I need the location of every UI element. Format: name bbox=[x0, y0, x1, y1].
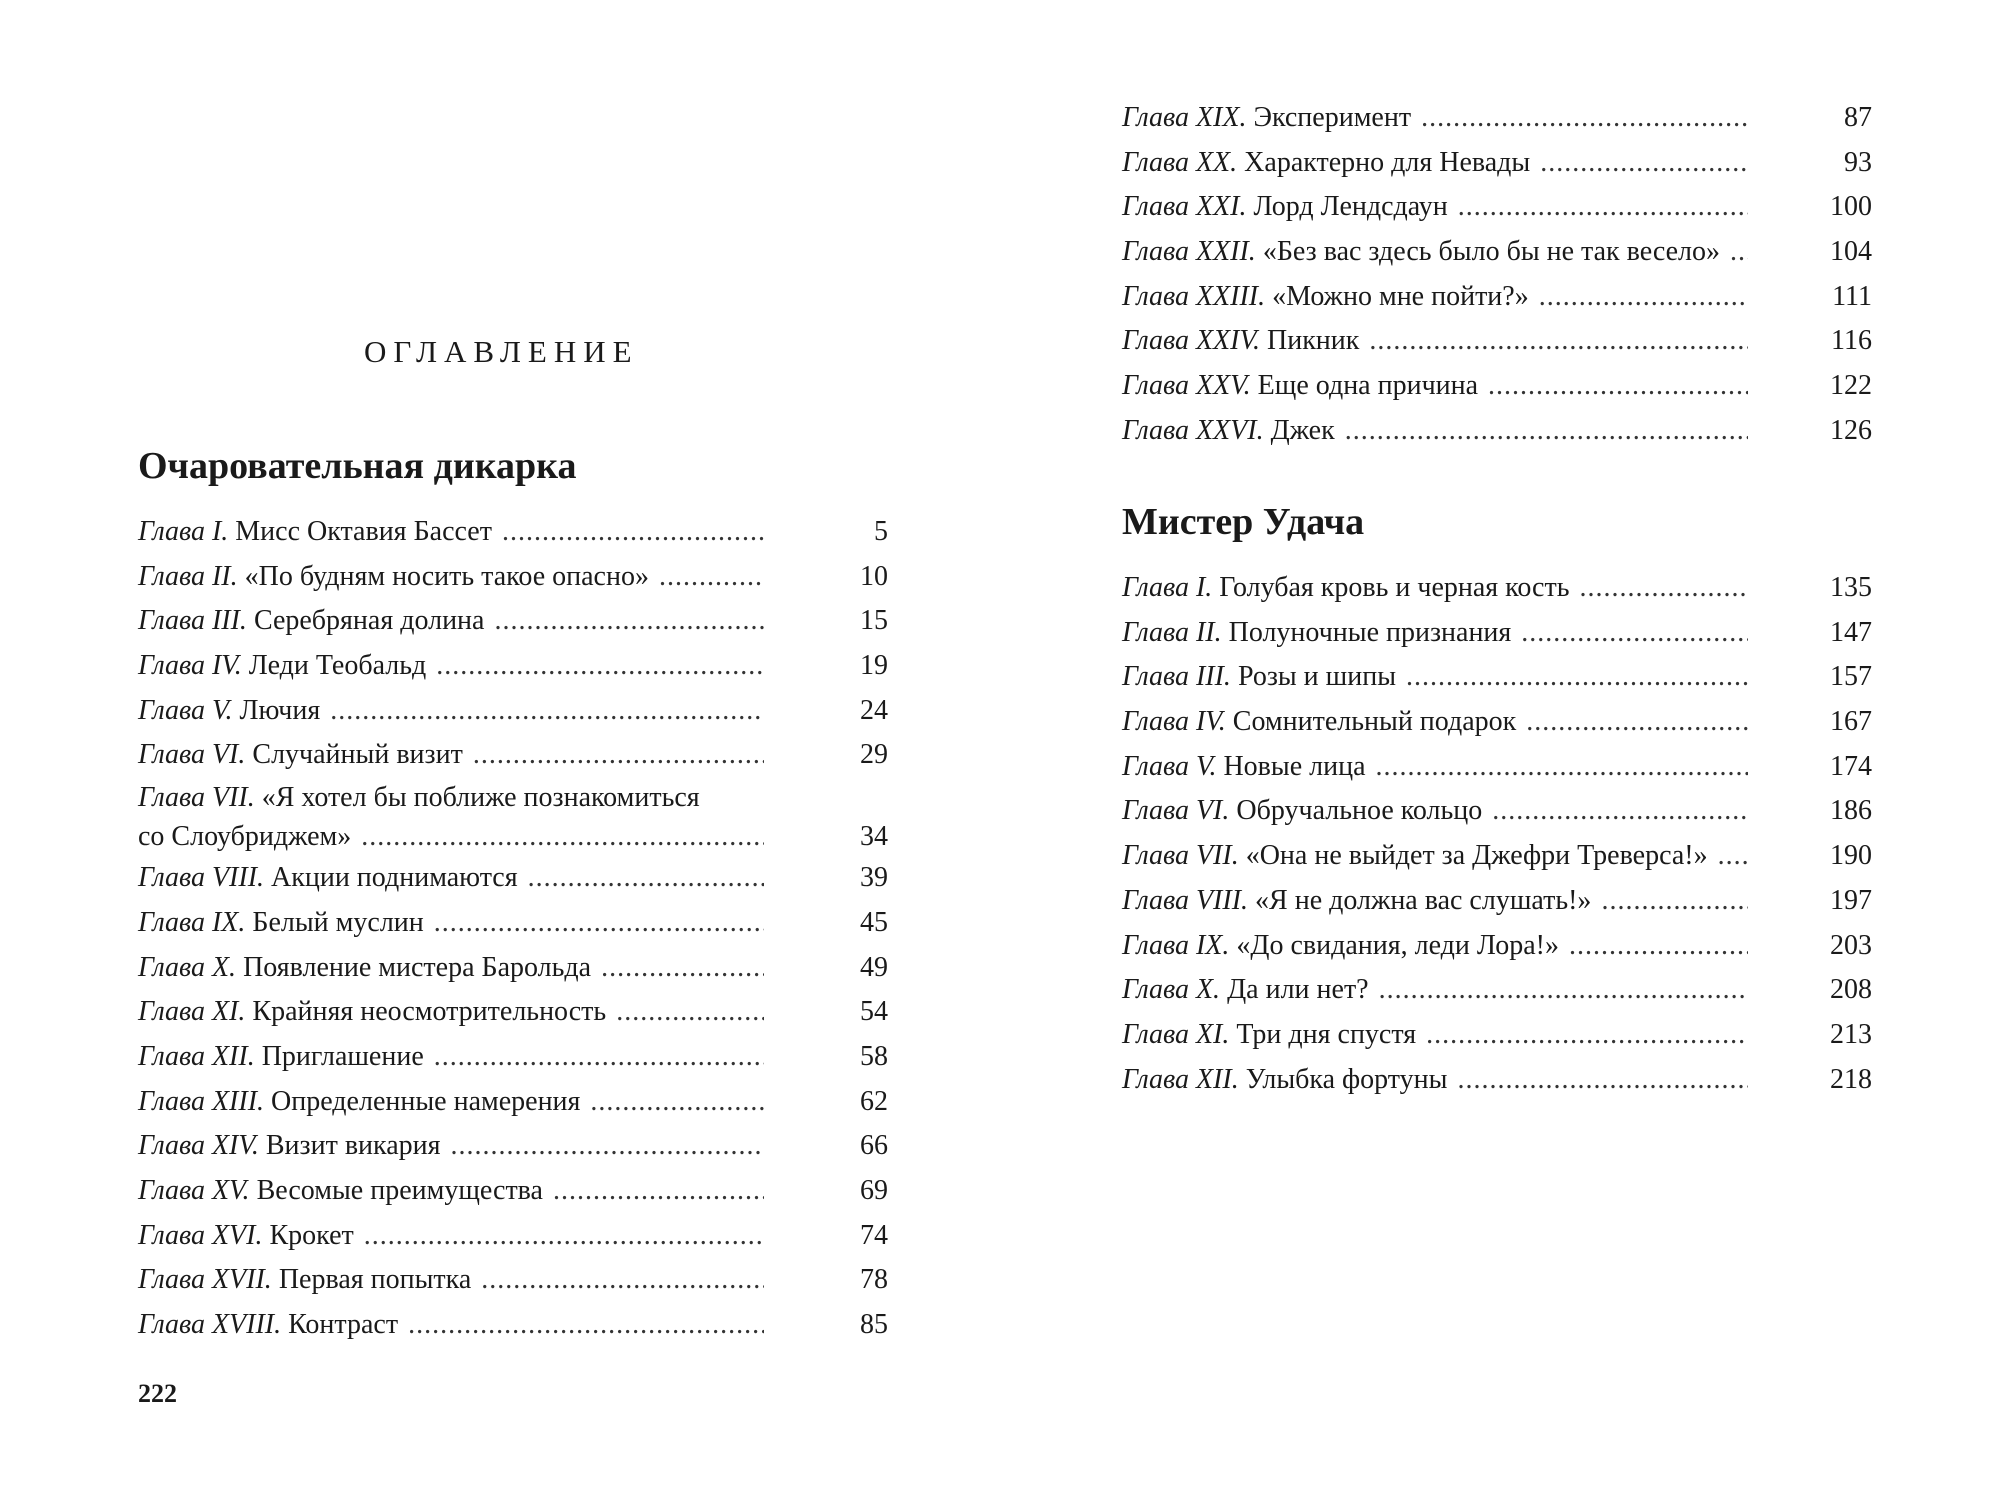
chapter-page-number: 29 bbox=[860, 739, 888, 771]
chapter-page-number: 34 bbox=[860, 821, 888, 853]
toc-entry[interactable] bbox=[138, 990, 888, 1035]
dot-leader bbox=[1426, 1013, 1748, 1058]
dot-leader bbox=[1718, 834, 1748, 879]
dot-leader bbox=[436, 644, 764, 689]
dot-leader bbox=[1345, 409, 1748, 454]
chapter-page-number: 111 bbox=[1832, 280, 1872, 312]
chapter-page-number: 116 bbox=[1831, 325, 1872, 357]
chapter-label: Глава I. bbox=[1122, 572, 1213, 603]
toc-entry[interactable] bbox=[1122, 96, 1872, 141]
chapter-title: Эксперимент bbox=[1253, 102, 1412, 133]
dot-leader bbox=[330, 689, 764, 734]
dot-leader bbox=[481, 1258, 764, 1303]
chapter-title: Еще одна причина bbox=[1257, 370, 1479, 402]
toc-title: ОГЛАВЛЕНИЕ bbox=[364, 334, 639, 369]
toc-entry[interactable] bbox=[1122, 364, 1872, 409]
chapter-page-number: 62 bbox=[860, 1085, 888, 1117]
chapter-page-number: 85 bbox=[860, 1309, 888, 1340]
toc-entry[interactable] bbox=[1122, 924, 1872, 969]
chapter-page-number: 87 bbox=[1844, 102, 1872, 133]
chapter-title: «Она не выйдет за Джефри Треверса!» bbox=[1245, 840, 1708, 872]
dot-leader bbox=[364, 1214, 764, 1259]
chapter-title: Полуночные признания bbox=[1228, 616, 1512, 648]
toc-entry[interactable] bbox=[1122, 655, 1872, 700]
chapter-label: Глава VI. bbox=[1122, 795, 1230, 827]
toc-entry[interactable] bbox=[138, 778, 888, 856]
toc-entry-first-line bbox=[138, 778, 888, 818]
dot-leader bbox=[590, 1080, 764, 1125]
toc-entry[interactable] bbox=[138, 1214, 888, 1259]
chapter-title: Три дня спустя bbox=[1236, 1018, 1417, 1050]
chapter-label: Глава XX. bbox=[1122, 146, 1238, 178]
dot-leader bbox=[434, 901, 764, 946]
dot-leader bbox=[434, 1035, 764, 1080]
chapter-page-number: 197 bbox=[1830, 884, 1872, 916]
chapter-title: Визит викария bbox=[265, 1130, 441, 1162]
dot-leader bbox=[601, 946, 764, 991]
chapter-page-number: 167 bbox=[1830, 706, 1872, 738]
chapter-label: Глава XIV. bbox=[138, 1130, 259, 1162]
chapter-page-number: 45 bbox=[860, 906, 888, 938]
chapter-page-number: 49 bbox=[860, 951, 888, 983]
chapter-label: Глава VIII. bbox=[138, 862, 265, 894]
chapter-title: «До свидания, леди Лора!» bbox=[1236, 929, 1559, 961]
chapter-title: Голубая кровь и черная кость bbox=[1219, 572, 1570, 603]
chapter-title: Случайный визит bbox=[252, 739, 463, 771]
chapter-title: Джек bbox=[1270, 414, 1335, 446]
chapter-label: Глава XXII. bbox=[1122, 236, 1256, 268]
chapter-label: Глава XVII. bbox=[138, 1264, 272, 1296]
chapter-title: Крокет bbox=[269, 1219, 354, 1251]
chapter-title: «Я не должна вас слушать!» bbox=[1255, 884, 1592, 916]
dot-leader bbox=[553, 1169, 764, 1214]
chapter-label: Глава II. bbox=[138, 560, 238, 592]
chapter-page-number: 78 bbox=[860, 1264, 888, 1296]
chapter-label: Глава X. bbox=[1122, 974, 1221, 1006]
dot-leader bbox=[1458, 185, 1748, 230]
toc-entry[interactable] bbox=[1122, 409, 1872, 454]
toc-list-section-1-continued bbox=[1122, 96, 1872, 454]
chapter-title: Первая попытка bbox=[278, 1264, 472, 1296]
chapter-title: Лючия bbox=[239, 694, 321, 726]
chapter-page-number: 15 bbox=[860, 605, 888, 637]
chapter-page-number: 218 bbox=[1830, 1063, 1872, 1095]
toc-entry[interactable] bbox=[1122, 566, 1872, 611]
toc-entry[interactable] bbox=[138, 599, 888, 644]
dot-leader bbox=[1457, 1058, 1748, 1103]
chapter-label: Глава XXVI. bbox=[1122, 414, 1264, 446]
toc-entry-second-line bbox=[138, 818, 888, 856]
chapter-title: Весомые преимущества bbox=[256, 1174, 543, 1206]
chapter-page-number: 10 bbox=[860, 560, 888, 592]
chapter-label: Глава XXV. bbox=[1122, 370, 1251, 402]
chapter-title: Пикник bbox=[1266, 325, 1360, 357]
chapter-page-number: 157 bbox=[1830, 661, 1872, 693]
toc-entry[interactable] bbox=[1122, 275, 1872, 320]
chapter-label: Глава VII. bbox=[138, 782, 255, 814]
chapter-label: Глава XVI. bbox=[138, 1219, 263, 1251]
dot-leader bbox=[1730, 230, 1748, 275]
chapter-page-number: 100 bbox=[1830, 191, 1872, 223]
chapter-page-number: 74 bbox=[860, 1219, 888, 1251]
section-heading-mister-udacha: Мистер Удача bbox=[1122, 501, 1365, 543]
chapter-label: Глава IV. bbox=[1122, 706, 1226, 738]
toc-entry[interactable] bbox=[138, 1080, 888, 1125]
dot-leader bbox=[1601, 879, 1748, 924]
chapter-title: Леди Теобальд bbox=[248, 650, 427, 682]
dot-leader bbox=[1379, 968, 1748, 1013]
chapter-label: Глава III. bbox=[1122, 661, 1231, 693]
chapter-title: «Можно мне пойти?» bbox=[1272, 280, 1529, 312]
chapter-label: Глава XI. bbox=[1122, 1018, 1230, 1050]
toc-entry[interactable] bbox=[1122, 968, 1872, 1013]
chapter-page-number: 93 bbox=[1844, 146, 1872, 178]
chapter-title: Улыбка фортуны bbox=[1245, 1063, 1448, 1095]
toc-entry[interactable] bbox=[138, 644, 888, 689]
chapter-label: Глава XXI. bbox=[1122, 191, 1247, 223]
toc-entry[interactable] bbox=[138, 1035, 888, 1080]
toc-list-section-2 bbox=[1122, 566, 1872, 1102]
toc-entry[interactable] bbox=[1122, 319, 1872, 364]
toc-entry[interactable] bbox=[1122, 834, 1872, 879]
chapter-title: Крайняя неосмотрительность bbox=[252, 996, 607, 1028]
dot-leader bbox=[1539, 275, 1748, 320]
toc-entry[interactable] bbox=[138, 555, 888, 600]
chapter-title: Характерно для Невады bbox=[1244, 146, 1531, 178]
toc-entry[interactable] bbox=[1122, 185, 1872, 230]
chapter-label: Глава VII. bbox=[1122, 840, 1239, 872]
chapter-title: Контраст bbox=[288, 1309, 399, 1340]
toc-entry[interactable] bbox=[138, 946, 888, 991]
chapter-page-number: 147 bbox=[1830, 616, 1872, 648]
chapter-title-continued: со Слоубриджем» bbox=[138, 821, 352, 853]
chapter-label: Глава III. bbox=[138, 605, 247, 637]
dot-leader bbox=[1369, 319, 1748, 364]
dot-leader bbox=[1580, 566, 1749, 611]
toc-entry[interactable] bbox=[138, 856, 888, 901]
chapter-page-number: 135 bbox=[1830, 572, 1872, 603]
toc-entry[interactable] bbox=[138, 689, 888, 734]
chapter-title: Лорд Лендсдаун bbox=[1253, 191, 1448, 223]
chapter-title: «Я хотел бы поближе познакомиться bbox=[261, 782, 700, 814]
dot-leader bbox=[1406, 655, 1748, 700]
chapter-title: Да или нет? bbox=[1227, 974, 1369, 1006]
dot-leader bbox=[361, 818, 764, 856]
chapter-label: Глава XVIII. bbox=[138, 1309, 282, 1340]
dot-leader bbox=[1526, 700, 1748, 745]
chapter-label: Глава XIX. bbox=[1122, 102, 1247, 133]
chapter-page-number: 58 bbox=[860, 1040, 888, 1072]
chapter-title: Определенные намерения bbox=[271, 1085, 581, 1117]
dot-leader bbox=[1492, 789, 1748, 834]
toc-entry[interactable] bbox=[1122, 141, 1872, 186]
dot-leader bbox=[408, 1303, 764, 1348]
chapter-label: Глава V. bbox=[1122, 750, 1217, 782]
dot-leader bbox=[473, 733, 764, 778]
toc-entry[interactable] bbox=[1122, 1058, 1872, 1103]
chapter-title: Новые лица bbox=[1223, 750, 1366, 782]
dot-leader bbox=[1569, 924, 1748, 969]
toc-entry[interactable] bbox=[138, 1124, 888, 1169]
dot-leader bbox=[451, 1124, 765, 1169]
chapter-page-number: 122 bbox=[1830, 370, 1872, 402]
toc-entry[interactable] bbox=[1122, 230, 1872, 275]
chapter-label: Глава I. bbox=[138, 516, 229, 547]
chapter-title: «Без вас здесь было бы не так весело» bbox=[1262, 236, 1721, 268]
chapter-label: Глава XV. bbox=[138, 1174, 250, 1206]
chapter-label: Глава IX. bbox=[1122, 929, 1230, 961]
toc-list-section-1 bbox=[138, 510, 888, 1348]
dot-leader bbox=[494, 599, 764, 644]
chapter-page-number: 208 bbox=[1830, 974, 1872, 1006]
toc-entry[interactable] bbox=[1122, 700, 1872, 745]
chapter-page-number: 203 bbox=[1830, 929, 1872, 961]
dot-leader bbox=[1540, 141, 1748, 186]
chapter-title: Розы и шипы bbox=[1237, 661, 1397, 693]
chapter-page-number: 104 bbox=[1830, 236, 1872, 268]
chapter-page-number: 126 bbox=[1830, 414, 1872, 446]
chapter-label: Глава X. bbox=[138, 951, 237, 983]
dot-leader bbox=[1376, 745, 1748, 790]
chapter-page-number: 213 bbox=[1830, 1018, 1872, 1050]
chapter-label: Глава XXIII. bbox=[1122, 280, 1266, 312]
toc-entry[interactable] bbox=[1122, 745, 1872, 790]
chapter-title: Серебряная долина bbox=[253, 605, 485, 637]
dot-leader bbox=[616, 990, 764, 1035]
toc-entry[interactable] bbox=[138, 1258, 888, 1303]
chapter-label: Глава VIII. bbox=[1122, 884, 1249, 916]
toc-entry[interactable] bbox=[138, 733, 888, 778]
chapter-label: Глава XIII. bbox=[138, 1085, 265, 1117]
chapter-label: Глава XII. bbox=[138, 1040, 255, 1072]
chapter-page-number: 24 bbox=[860, 694, 888, 726]
section-heading-ocharovatelnaya-dikarka: Очаровательная дикарка bbox=[138, 445, 577, 487]
dot-leader bbox=[528, 856, 764, 901]
chapter-label: Глава XI. bbox=[138, 996, 246, 1028]
dot-leader bbox=[1488, 364, 1748, 409]
toc-entry[interactable] bbox=[1122, 789, 1872, 834]
dot-leader bbox=[1521, 611, 1748, 656]
chapter-page-number: 186 bbox=[1830, 795, 1872, 827]
chapter-page-number: 69 bbox=[860, 1174, 888, 1206]
toc-entry[interactable] bbox=[138, 901, 888, 946]
toc-entry[interactable] bbox=[138, 1303, 888, 1348]
chapter-label: Глава IX. bbox=[138, 906, 246, 938]
chapter-page-number: 19 bbox=[860, 650, 888, 682]
chapter-title: Акции поднимаются bbox=[271, 862, 518, 894]
chapter-title: Сомнительный подарок bbox=[1232, 706, 1517, 738]
chapter-label: Глава XII. bbox=[1122, 1063, 1239, 1095]
chapter-page-number: 5 bbox=[874, 516, 888, 547]
chapter-label: Глава VI. bbox=[138, 739, 246, 771]
dot-leader bbox=[502, 510, 764, 555]
toc-entry[interactable] bbox=[138, 1169, 888, 1214]
chapter-label: Глава II. bbox=[1122, 616, 1222, 648]
page-number: 222 bbox=[138, 1379, 177, 1408]
chapter-title: Появление мистера Барольда bbox=[243, 951, 592, 983]
toc-entry[interactable] bbox=[1122, 879, 1872, 924]
chapter-page-number: 66 bbox=[860, 1130, 888, 1162]
chapter-page-number: 54 bbox=[860, 996, 888, 1028]
toc-entry[interactable] bbox=[138, 510, 888, 555]
chapter-label: Глава XXIV. bbox=[1122, 325, 1260, 357]
chapter-label: Глава V. bbox=[138, 694, 233, 726]
dot-leader bbox=[659, 555, 764, 600]
toc-entry[interactable] bbox=[1122, 1013, 1872, 1058]
chapter-title: Белый муслин bbox=[252, 906, 424, 938]
chapter-page-number: 39 bbox=[860, 862, 888, 894]
chapter-page-number: 174 bbox=[1830, 750, 1872, 782]
chapter-title: Приглашение bbox=[261, 1040, 424, 1072]
toc-entry[interactable] bbox=[1122, 611, 1872, 656]
dot-leader bbox=[1421, 96, 1748, 141]
chapter-title: «По будням носить такое опасно» bbox=[244, 560, 649, 592]
chapter-page-number: 190 bbox=[1830, 840, 1872, 872]
right-page bbox=[1000, 0, 2000, 1500]
chapter-title: Обручальное кольцо bbox=[1236, 795, 1483, 827]
chapter-label: Глава IV. bbox=[138, 650, 242, 682]
chapter-title: Мисс Октавия Бассет bbox=[235, 516, 492, 547]
